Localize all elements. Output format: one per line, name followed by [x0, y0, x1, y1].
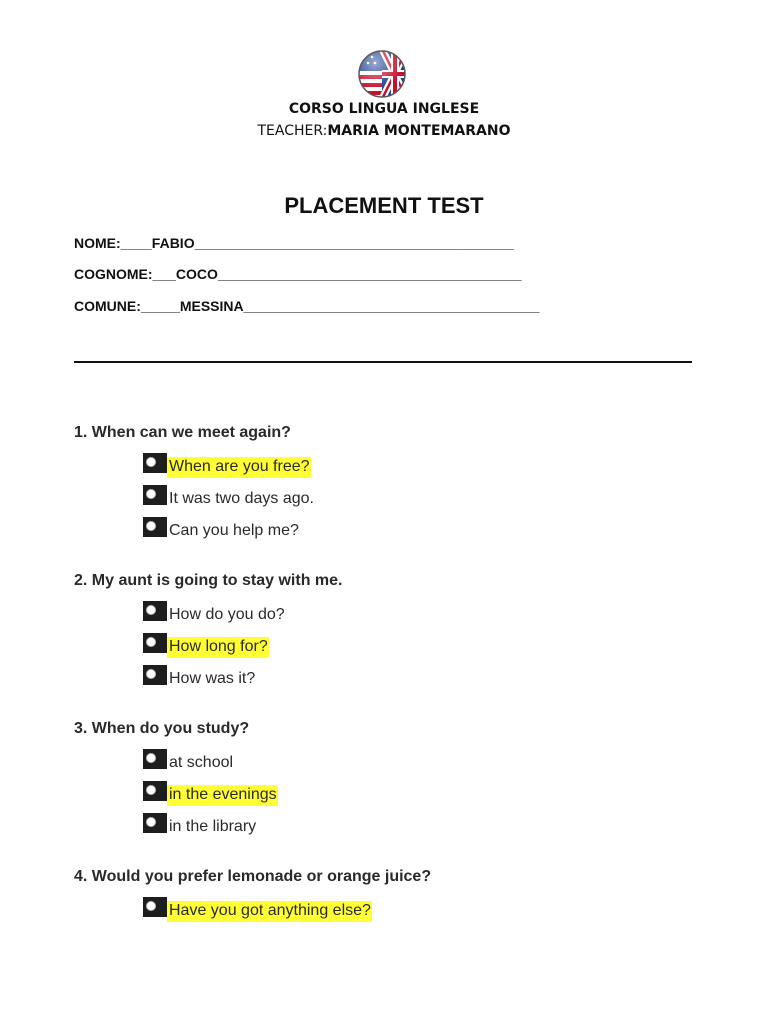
option-3c[interactable]: [143, 817, 257, 841]
radio-button-icon[interactable]: [143, 749, 167, 769]
us-uk-flag-globe-icon: [357, 49, 407, 99]
option-label: How was it?: [169, 670, 256, 687]
option-3a[interactable]: [143, 753, 234, 777]
radio-button-icon[interactable]: [143, 813, 167, 833]
page-title: PLACEMENT TEST: [284, 193, 484, 218]
question-2: 2. My aunt is going to stay with me.: [74, 572, 343, 589]
option-label: It was two days ago.: [169, 490, 314, 507]
radio-button-icon[interactable]: [143, 517, 167, 537]
option-2c[interactable]: [143, 669, 256, 693]
radio-button-icon[interactable]: [143, 665, 167, 685]
radio-button-icon[interactable]: [143, 781, 167, 801]
radio-button-icon[interactable]: [143, 453, 167, 473]
option-label: How do you do?: [169, 606, 285, 623]
question-4: 4. Would you prefer lemonade or orange juice?: [74, 868, 432, 885]
option-1a[interactable]: [143, 457, 311, 481]
option-label: Have you got anything else?: [167, 901, 372, 922]
radio-button-icon[interactable]: [143, 485, 167, 505]
teacher-line: [0, 123, 768, 139]
radio-button-icon[interactable]: [143, 601, 167, 621]
option-2a[interactable]: [143, 605, 286, 629]
option-label: in the evenings: [167, 785, 278, 806]
option-label: When are you free?: [167, 457, 311, 478]
option-1c[interactable]: [143, 521, 300, 545]
option-label: Can you help me?: [169, 522, 299, 539]
option-3b[interactable]: [143, 785, 278, 809]
teacher-name: MARIA MONTEMARANO: [327, 123, 511, 139]
nome-field: NOME:____FABIO_________________________________________: [74, 235, 514, 251]
radio-button-icon[interactable]: [143, 897, 167, 917]
separator-line: [74, 361, 692, 363]
option-4a[interactable]: [143, 901, 372, 925]
question-3: 3. When do you study?: [74, 720, 250, 737]
radio-button-icon[interactable]: [143, 633, 167, 653]
comune-field: COMUNE:_____MESSINA______________________________________: [74, 298, 540, 314]
option-label: How long for?: [167, 637, 269, 658]
school-name: CORSO LINGUA INGLESE: [288, 101, 480, 117]
option-label: at school: [169, 754, 234, 771]
option-1b[interactable]: [143, 489, 315, 513]
question-1: 1. When can we meet again?: [74, 424, 291, 441]
cognome-field: COGNOME:___COCO_______________________________________: [74, 266, 522, 282]
option-2b[interactable]: [143, 637, 269, 661]
option-label: in the library: [169, 818, 257, 835]
teacher-prefix: TEACHER:: [257, 123, 328, 139]
